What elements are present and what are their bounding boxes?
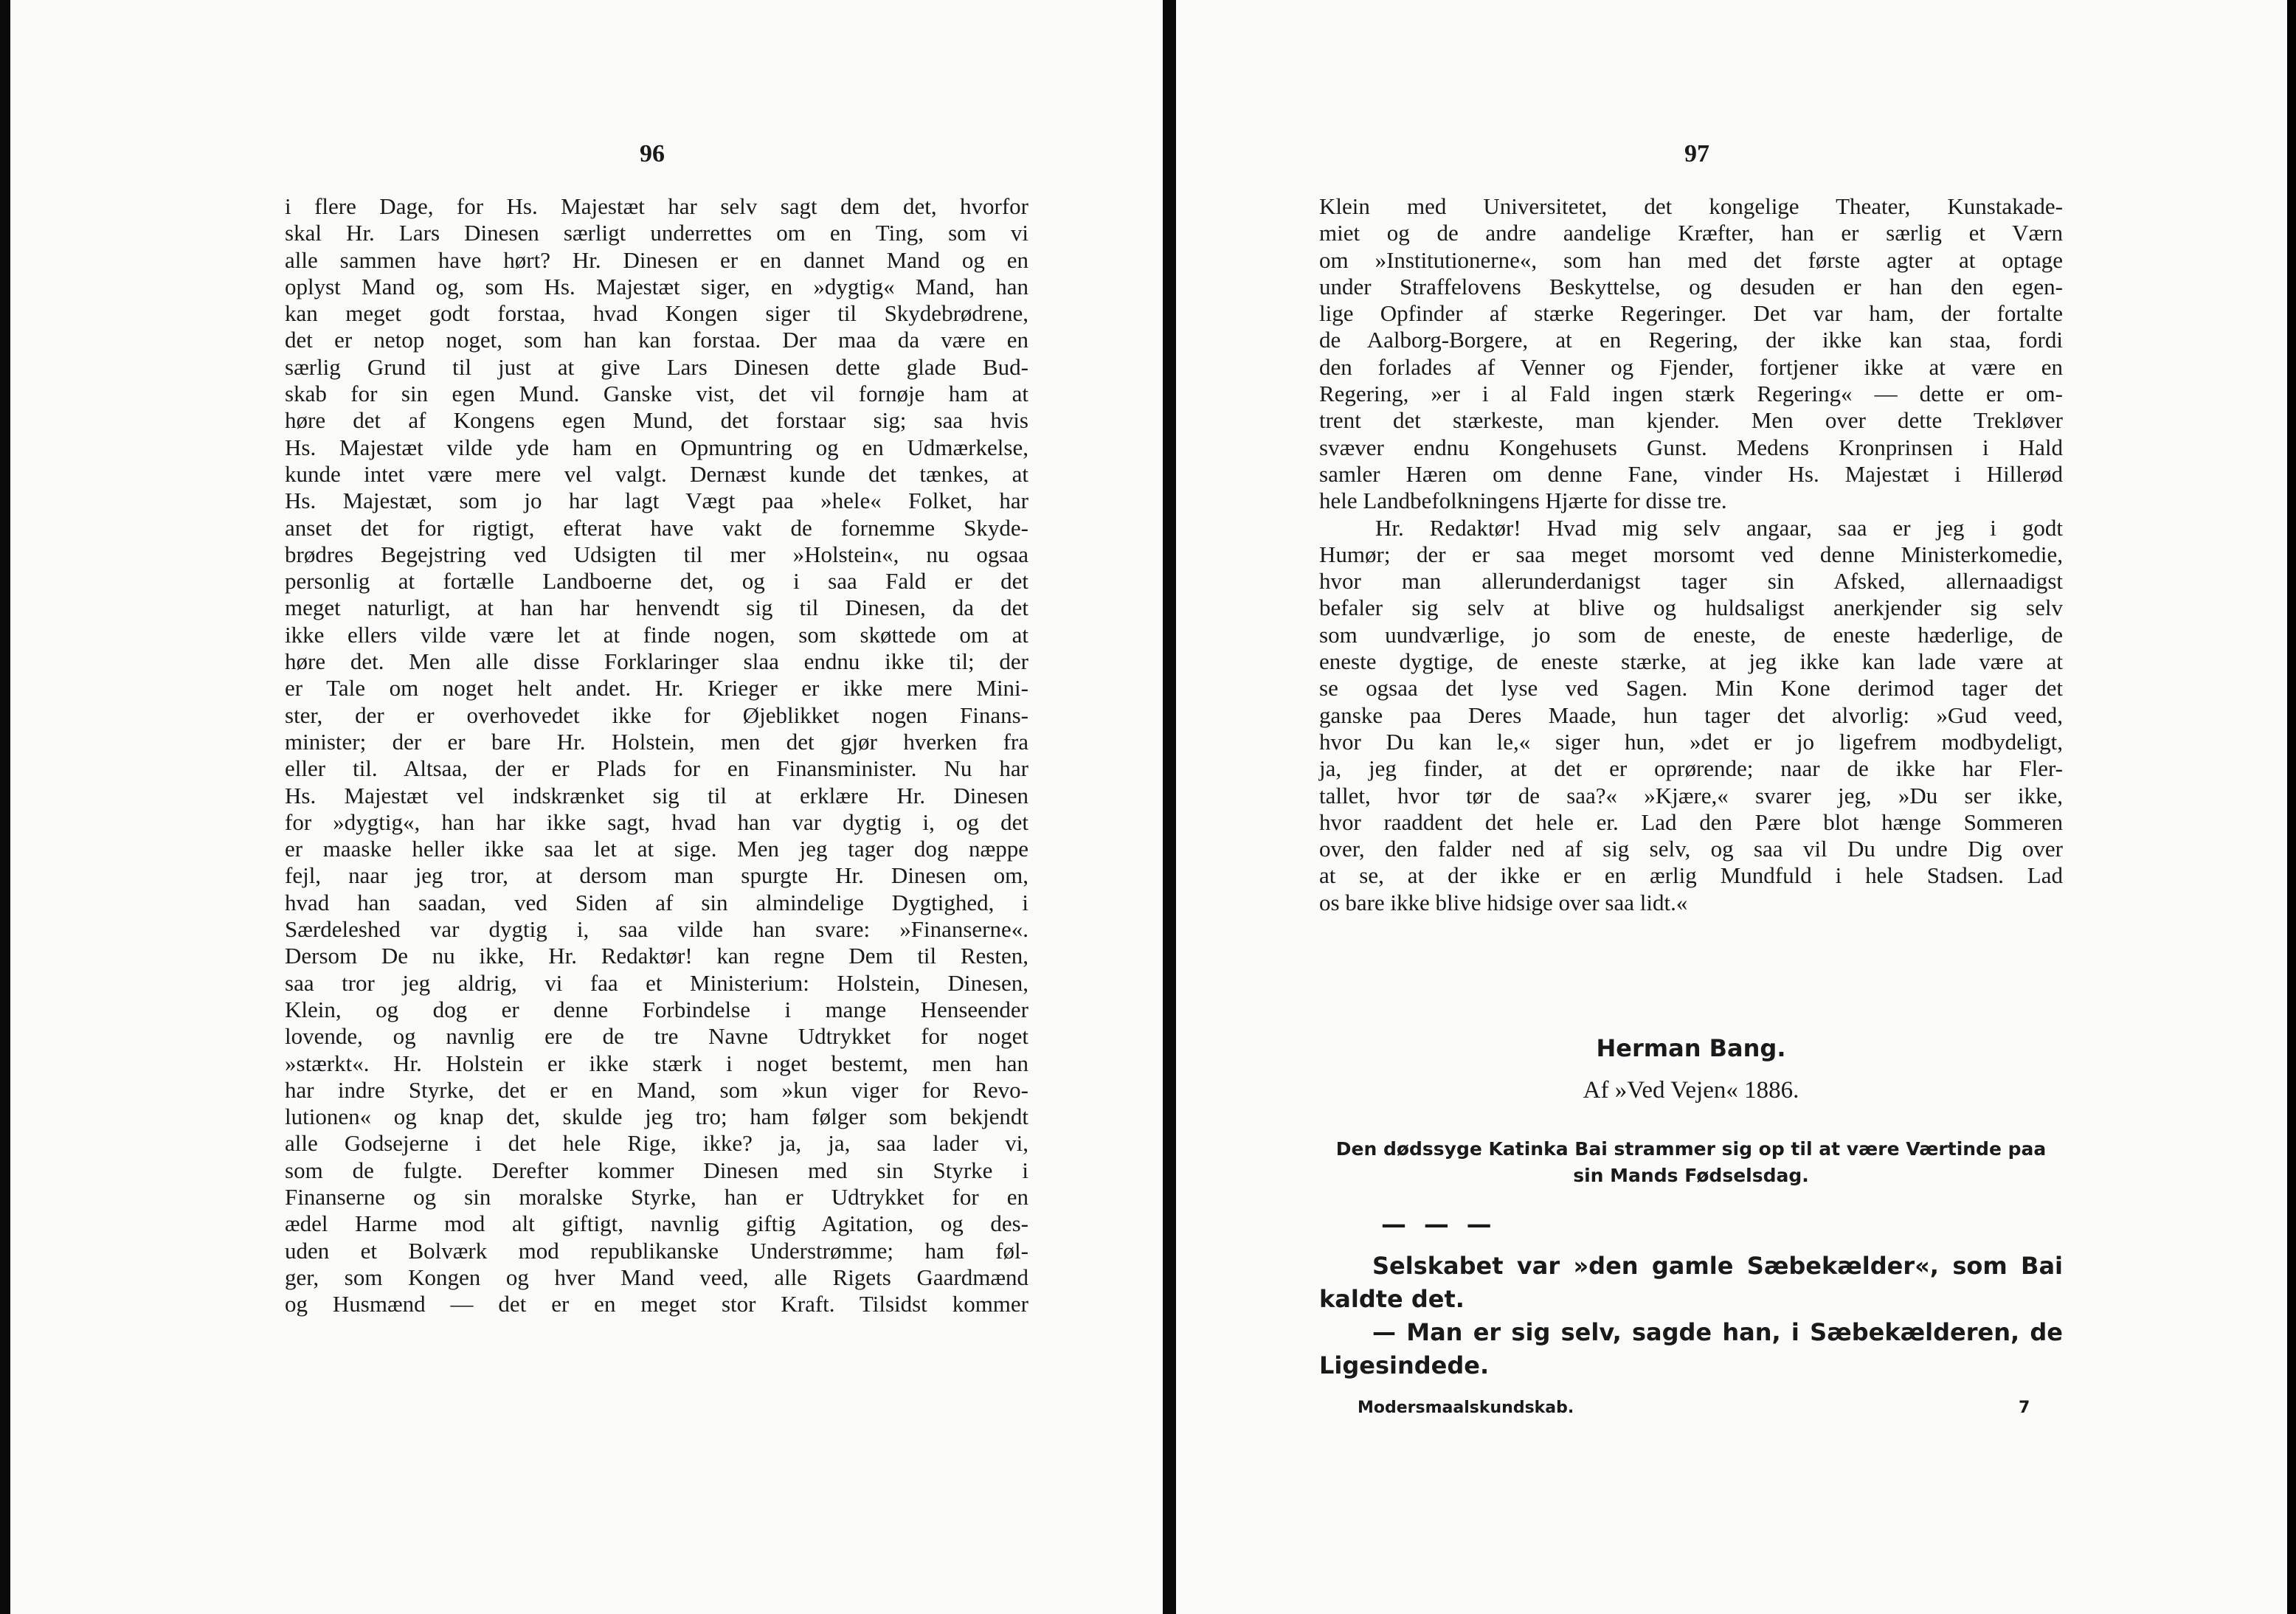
text-line: Hr. Redaktør! Hvad mig selv angaar, saa er jeg i godt [1375,514,2063,541]
text-line: »stærkt«. Hr. Holstein er ikke stærk i noget bestemt, men han [285,1050,1028,1076]
signature-mark: 7 [2019,1399,2030,1417]
text-line: skal Hr. Lars Dinesen særligt underrettes om en Ting, som vi [285,220,1028,246]
text-line: saa tror jeg aldrig, vi faa et Ministerium: Holstein, Dinesen, [285,969,1028,996]
text-line: Dersom De nu ikke, Hr. Redaktør! kan regne Dem til Resten, [285,943,1028,969]
text-line: for »dygtig«, han har ikke sagt, hvad han var dygtig i, og det [285,808,1028,835]
footer-title: Modersmaalskundskab. [1358,1399,1574,1417]
text-line: Regering, »er i al Fald ingen stærk Regering« — dette er om- [1319,381,2063,407]
text-line: befaler sig selv at blive og huldsaligst anerkjender sig selv [1319,595,2063,621]
text-line: over, den falder ned af sig selv, og saa vil Du undre Dig over [1319,836,2063,862]
text-line: lovende, og navnlig ere de tre Navne Udtrykket for noget [285,1023,1028,1050]
text-line: miet og de andre aandelige Kræfter, han er særlig et Værn [1319,220,2063,246]
text-line: kan meget godt forstaa, hvad Kongen siger til Skydebrødrene, [285,300,1028,327]
text-line: eneste dygtige, de eneste stærke, at jeg ikke kan lade være at [1319,648,2063,675]
text-line: Særdeleshed var dygtig i, saa vilde han svare: »Finanserne«. [285,916,1028,943]
text-line: det er netop noget, som han kan forstaa. Der maa da være en [285,327,1028,353]
text-line: oplyst Mand og, som Hs. Majestæt siger, en »dygtig« Mand, han [285,273,1028,299]
text-line: særlig Grund til just at give Lars Dinesen dette glade Bud- [285,353,1028,380]
excerpt-text [1319,1250,2063,1382]
author-heading: Herman Bang. [1596,1034,1786,1062]
text-line: Ligesindede. [1319,1351,1490,1379]
text-line: hele Landbefolkningens Hjærte for disse tre. [1319,488,1727,514]
text-line: Hs. Majestæt, som jo har lagt Vægt paa »hele« Folket, har [285,488,1028,514]
text-line: ædel Harme mod alt giftigt, navnlig giftig Agitation, og des- [285,1210,1028,1237]
text-line: er maaske heller ikke saa let at sige. Men jeg tager dog næppe [285,836,1028,862]
text-line: — Man er sig selv, sagde han, i Sæbekælderen, de [1372,1318,2063,1346]
body-text [1319,193,2063,916]
text-line: anset det for rigtigt, efterat have vakt de fornemme Skyde- [285,514,1028,541]
text-line: ger, som Kongen og hver Mand veed, alle Rigets Gaardmænd [285,1264,1028,1290]
text-line: tallet, hvor tør de saa?« »Kjære,« svarer jeg, »Du ser ikke, [1319,782,2063,808]
text-line: den forlades af Venner og Fjender, fortjener ikke at være en [1319,353,2063,380]
text-line: hvor man allerunderdanigst tager sin Afsked, allernaadigst [1319,568,2063,595]
book-gutter [1163,0,1176,1614]
text-line: ikke ellers vilde være let at finde nogen, som skøttede om at [285,621,1028,648]
text-line: i flere Dage, for Hs. Majestæt har selv sagt dem det, hvorfor [285,193,1028,219]
text-line: som uundværlige, jo som de eneste, de eneste hæderlige, de [1319,621,2063,648]
text-line: samler Hæren om denne Fane, vinder Hs. Majestæt i Hillerød [1319,460,2063,487]
excerpt-subtitle: Af »Ved Vejen« 1886. [1583,1077,1799,1104]
page-number: 97 [1684,140,1709,167]
text-line: se ogsaa det lyse ved Sagen. Min Kone derimod tager det [1319,675,2063,702]
text-line: trent det stærkeste, man kjender. Men over dette Trekløver [1319,407,2063,434]
section-divider: — — — [1381,1210,1496,1239]
text-line: og Husmænd — det er en meget stor Kraft. Tilsidst kommer [285,1291,1028,1317]
text-line: brødres Begejstring ved Udsigten til mer »Holstein«, nu ogsaa [285,541,1028,567]
text-line: personlig at fortælle Landboerne det, og i saa Fald er det [285,568,1028,595]
text-line: høre det. Men alle disse Forklaringer slaa endnu ikke til; der [285,648,1028,675]
text-line: under Straffelovens Beskyttelse, og desuden er han den egen- [1319,273,2063,299]
text-line: ja, jeg finder, at det er oprørende; naar de ikke har Fler- [1319,755,2063,782]
text-line: høre det af Kongens egen Mund, det forstaar sig; saa hvis [285,407,1028,434]
text-line: Hs. Majestæt vel indskrænket sig til at erklære Hr. Dinesen [285,782,1028,808]
left-page [10,0,1163,1614]
text-line: hvor raaddent det hele er. Lad den Pære blot hænge Sommeren [1319,808,2063,835]
text-line: at se, at der ikke er en ærlig Mundfuld i hele Stadsen. Lad [1319,862,2063,889]
text-line: kaldte det. [1319,1285,1465,1313]
text-line: Selskabet var »den gamle Sæbekælder«, som Bai [1372,1252,2063,1280]
text-line: uden et Bolværk mod republikanske Understrømme; ham føl- [285,1237,1028,1264]
text-line: alle Godsejerne i det hele Rige, ikke? ja, ja, saa lader vi, [285,1130,1028,1157]
text-line: Klein, og dog er denne Forbindelse i mange Henseender [285,996,1028,1022]
text-line: har indre Styrke, det er en Mand, som »kun viger for Revo- [285,1076,1028,1103]
text-line: er Tale om noget helt andet. Hr. Krieger er ikke mere Mini- [285,675,1028,702]
left-edge [0,0,10,1614]
text-line: som de fulgte. Derefter kommer Dinesen med sin Styrke i [285,1157,1028,1183]
text-line: de Aalborg-Borgere, at en Regering, der ikke kan staa, fordi [1319,327,2063,353]
text-line: svæver endnu Kongehusets Gunst. Medens Kronprinsen i Hald [1319,434,2063,460]
text-line: os bare ikke blive hidsige over saa lidt.« [1319,889,1688,915]
excerpt-summary: Den dødssyge Katinka Bai strammer sig op til at være Værtinde paa sin Mands Fødselsdag. [1335,1138,2047,1186]
body-text [285,193,1028,1317]
text-line: hvad han saadan, ved Siden af sin almindelige Dygtighed, i [285,889,1028,915]
text-line: alle sammen have hørt? Hr. Dinesen er en dannet Mand og en [285,246,1028,273]
text-line: fejl, naar jeg tror, at dersom man spurgte Hr. Dinesen om, [285,862,1028,889]
text-line: hvor Du kan le,« siger hun, »det er jo ligefrem modbydeligt, [1319,728,2063,755]
text-line: lige Opfinder af stærke Regeringer. Det var ham, der fortalte [1319,300,2063,327]
text-line: meget naturligt, at han har henvendt sig til Dinesen, da det [285,595,1028,621]
text-line: ganske paa Deres Maade, hun tager det alvorlig: »Gud veed, [1319,702,2063,728]
right-page [1176,0,2287,1614]
text-line: Hs. Majestæt vilde yde ham en Opmuntring og en Udmærkelse, [285,434,1028,460]
text-line: minister; der er bare Hr. Holstein, men det gjør hverken fra [285,728,1028,755]
text-line: Finanserne og sin moralske Styrke, han er Udtrykket for en [285,1183,1028,1210]
text-line: ster, der er overhovedet ikke for Øjeblikket nogen Finans- [285,702,1028,728]
text-line: lutionen« og knap det, skulde jeg tro; ham følger som bekjendt [285,1104,1028,1130]
text-line: Humør; der er saa meget morsomt ved denne Ministerkomedie, [1319,541,2063,567]
text-line: kunde intet være mere vel valgt. Dernæst kunde det tænkes, at [285,460,1028,487]
text-line: skab for sin egen Mund. Ganske vist, det vil fornøje ham at [285,381,1028,407]
text-line: Klein med Universitetet, det kongelige Theater, Kunstakade- [1319,193,2063,219]
page-number: 96 [640,140,665,167]
text-line: om »Institutionerne«, som han med det første agter at optage [1319,246,2063,273]
text-line: eller til. Altsaa, der er Plads for en Finansminister. Nu har [285,755,1028,782]
